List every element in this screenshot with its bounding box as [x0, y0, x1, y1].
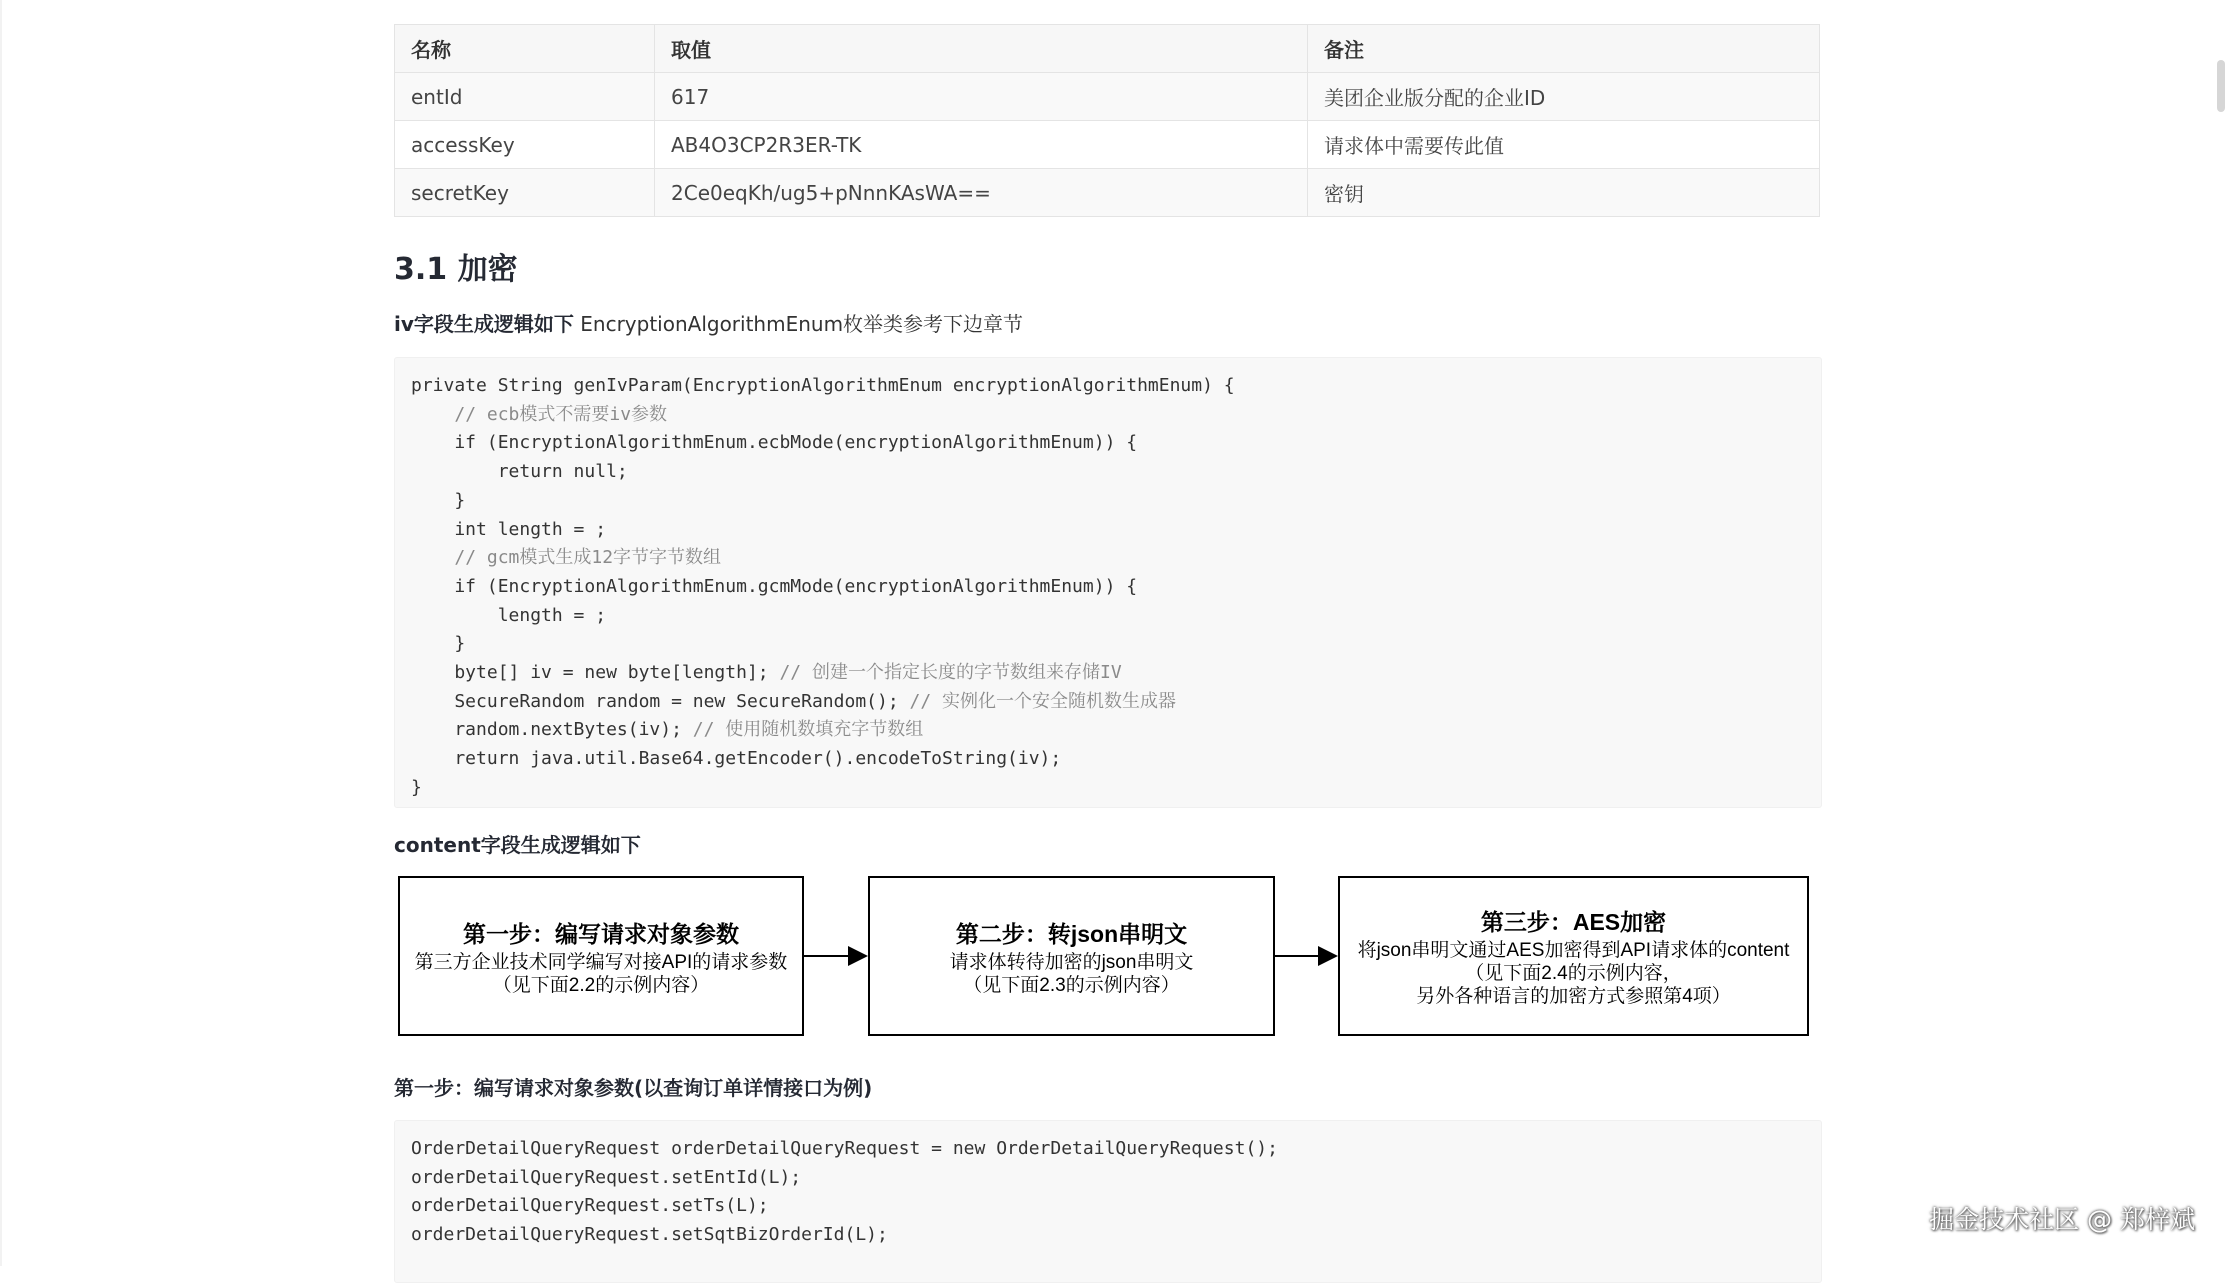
- flow-step-desc: 另外各种语言的加密方式参照第4项）: [1416, 986, 1731, 1007]
- code-line: [411, 605, 606, 626]
- flow-step-title: 第三步：AES加密: [1480, 909, 1667, 935]
- flow-step-title: 第一步：编写请求对象参数: [463, 920, 739, 947]
- code-text: }: [411, 633, 466, 655]
- code-line: [411, 748, 1061, 769]
- iv-intro-text: EncryptionAlgorithmEnum枚举类参考下边章节: [573, 312, 1024, 336]
- flow-step-desc: （见下面2.4的示例内容，: [1465, 963, 1682, 984]
- code-comment: // 实例化一个安全随机数生成器: [909, 690, 1177, 712]
- iv-intro-paragraph: [394, 308, 1023, 337]
- iv-code-block[interactable]: [394, 357, 1822, 808]
- code-text: [411, 547, 454, 568]
- code-line: [411, 662, 1122, 683]
- content-intro-paragraph: content字段生成逻辑如下: [394, 833, 641, 857]
- code-text: if (EncryptionAlgorithmEnum.ecbMode(encryptionAlgorithmEnum)) {: [411, 432, 1138, 454]
- code-comment: // ecb模式不需要iv参数: [454, 403, 668, 425]
- code-line: orderDetailQueryRequest.setSqtBizOrderId(L);: [411, 1224, 888, 1246]
- code-comment: // 使用随机数填充字节数组: [692, 719, 924, 741]
- table-header: 名称: [395, 25, 655, 73]
- code-text: }: [411, 776, 422, 798]
- table-cell: AB4O3CP2R3ER-TK: [655, 121, 1308, 169]
- code-line: [411, 576, 1137, 597]
- request-code-block[interactable]: [394, 1120, 1822, 1283]
- table-cell: 密钥: [1308, 169, 1820, 217]
- code-text: if (EncryptionAlgorithmEnum.gcmMode(encryptionAlgorithmEnum)) {: [411, 575, 1138, 597]
- code-text: [411, 404, 454, 425]
- flow-step-desc: （见下面2.3的示例内容）: [963, 974, 1180, 996]
- table-row: [395, 169, 1820, 217]
- code-comment: // gcm模式生成12字节字节数组: [454, 547, 722, 569]
- iv-intro-bold: iv字段生成逻辑如下: [394, 312, 574, 336]
- table-cell: 617: [655, 73, 1308, 121]
- code-text: int length = ;: [411, 518, 607, 540]
- scrollbar-thumb[interactable]: [2217, 60, 2225, 112]
- flow-step-title: 第二步：转json串明文: [955, 920, 1188, 947]
- code-text: return null;: [411, 461, 628, 483]
- code-line: [411, 777, 422, 798]
- code-text: }: [411, 489, 466, 511]
- flow-diagram: [394, 870, 1820, 1040]
- step1-heading: 第一步：编写请求对象参数(以查询订单详情接口为例): [394, 1076, 873, 1100]
- code-line: [411, 461, 628, 482]
- code-text: SecureRandom random = new SecureRandom();: [411, 690, 910, 712]
- code-line: orderDetailQueryRequest.setEntId(L);: [411, 1166, 802, 1188]
- table-cell: 美团企业版分配的企业ID: [1308, 73, 1820, 121]
- code-line: [411, 719, 923, 740]
- flow-step-3: [1338, 876, 1809, 1036]
- code-comment: // 创建一个指定长度的字节数组来存储IV: [779, 662, 1122, 684]
- code-text: random.nextBytes(iv);: [411, 719, 693, 741]
- table-cell: secretKey: [395, 169, 655, 217]
- page-left-border: [0, 0, 2, 1266]
- table-header: 备注: [1308, 25, 1820, 73]
- code-text: byte[] iv = new byte[length];: [411, 662, 780, 684]
- code-line: [411, 633, 465, 654]
- code-line: [411, 519, 606, 540]
- code-line: [411, 691, 1176, 712]
- code-line: [411, 404, 667, 425]
- table-header: 取值: [655, 25, 1308, 73]
- watermark: 掘金技术社区 @ 郑梓斌: [1929, 1205, 2195, 1234]
- table-row: [395, 73, 1820, 121]
- flow-step-2: [868, 876, 1275, 1036]
- flow-step-desc: 第三方企业技术同学编写对接API的请求参数: [414, 951, 788, 973]
- code-line: [411, 547, 721, 568]
- flow-step-desc: （见下面2.2的示例内容）: [492, 974, 710, 996]
- table-cell: 2Ce0eqKh/ug5+pNnnKAsWA==: [655, 169, 1308, 217]
- code-line: orderDetailQueryRequest.setTs(L);: [411, 1195, 769, 1217]
- code-line: OrderDetailQueryRequest orderDetailQueryRequest = new OrderDetailQueryRequest();: [411, 1138, 1278, 1159]
- section-heading: 3.1 加密: [394, 252, 518, 287]
- table-cell: entId: [395, 73, 655, 121]
- table-cell: accessKey: [395, 121, 655, 169]
- code-line: [411, 375, 1235, 396]
- code-text: private String genIvParam(EncryptionAlgorithmEnum encryptionAlgorithmEnum) {: [411, 375, 1235, 396]
- table-header-row: [395, 25, 1820, 73]
- table-cell: 请求体中需要传此值: [1308, 121, 1820, 169]
- code-text: length = ;: [411, 604, 607, 626]
- params-table: [394, 24, 1820, 217]
- flow-step-1: [398, 876, 804, 1036]
- code-line: [411, 432, 1137, 453]
- table-row: [395, 121, 1820, 169]
- flow-step-desc: 请求体转待加密的json串明文: [949, 951, 1194, 973]
- code-line: [411, 490, 465, 511]
- code-text: return java.util.Base64.getEncoder().encodeToString(iv);: [411, 748, 1062, 770]
- flow-step-desc: 将json串明文通过AES加密得到API请求体的content: [1357, 940, 1790, 961]
